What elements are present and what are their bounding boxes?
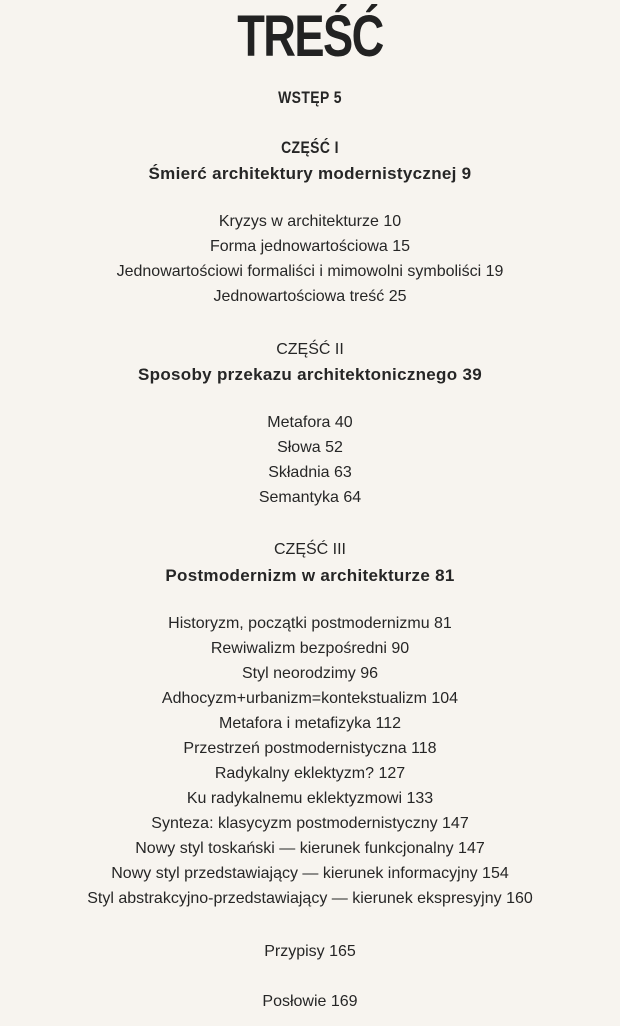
toc-entry: Semantyka 64 bbox=[258, 489, 362, 506]
toc-entry: Styl neorodzimy 96 bbox=[241, 665, 379, 682]
footnotes-entry: Przypisy 165 bbox=[264, 943, 356, 960]
part-2-title: Sposoby przekazu architektonicznego 39 bbox=[138, 365, 482, 384]
toc-entry: Metafora 40 bbox=[267, 414, 353, 431]
toc-entry: Składnia 63 bbox=[268, 464, 352, 481]
part-1-title: Śmierć architektury modernistycznej 9 bbox=[148, 164, 472, 183]
toc-entry: Kryzys w architekturze 10 bbox=[218, 213, 402, 230]
part-3-label: CZĘŚĆ III bbox=[273, 541, 346, 558]
toc-entry: Ku radykalnemu eklektyzmowi 133 bbox=[186, 790, 434, 807]
toc-entry: Nowy styl przedstawiający — kierunek informacyjny 154 bbox=[111, 865, 509, 882]
toc-entry: Radykalny eklektyzm? 127 bbox=[214, 765, 406, 782]
toc-entry: Przestrzeń postmodernistyczna 118 bbox=[183, 740, 437, 757]
toc-entry: Forma jednowartościowa 15 bbox=[209, 238, 411, 255]
toc-entry: Synteza: klasycyzm postmodernistyczny 147 bbox=[151, 815, 469, 832]
toc-entry: Jednowartościowa treść 25 bbox=[213, 288, 407, 305]
intro-heading: WSTĘP 5 bbox=[278, 88, 342, 107]
part-3-title: Postmodernizm w architekturze 81 bbox=[165, 566, 455, 585]
toc-entry: Historyzm, początki postmodernizmu 81 bbox=[168, 615, 452, 632]
part-2-label: CZĘŚĆ II bbox=[276, 341, 344, 358]
toc-entry: Metafora i metafizyka 112 bbox=[218, 715, 401, 732]
toc-title: TREŚĆ bbox=[237, 4, 383, 69]
toc-entry: Słowa 52 bbox=[277, 439, 343, 456]
toc-entry: Adhocyzm+urbanizm=kontekstualizm 104 bbox=[161, 690, 459, 707]
toc-entry: Rewiwalizm bezpośredni 90 bbox=[210, 640, 410, 657]
toc-entry: Nowy styl toskański — kierunek funkcjonalny 147 bbox=[135, 840, 485, 857]
toc-entry: Styl abstrakcyjno-przedstawiający — kierunek ekspresyjny 160 bbox=[87, 890, 533, 907]
part-1-label: CZĘŚĆ I bbox=[281, 138, 339, 157]
toc-entry: Jednowartościowi formaliści i mimowolni symboliści 19 bbox=[116, 263, 504, 280]
afterword-entry: Posłowie 169 bbox=[262, 993, 358, 1010]
